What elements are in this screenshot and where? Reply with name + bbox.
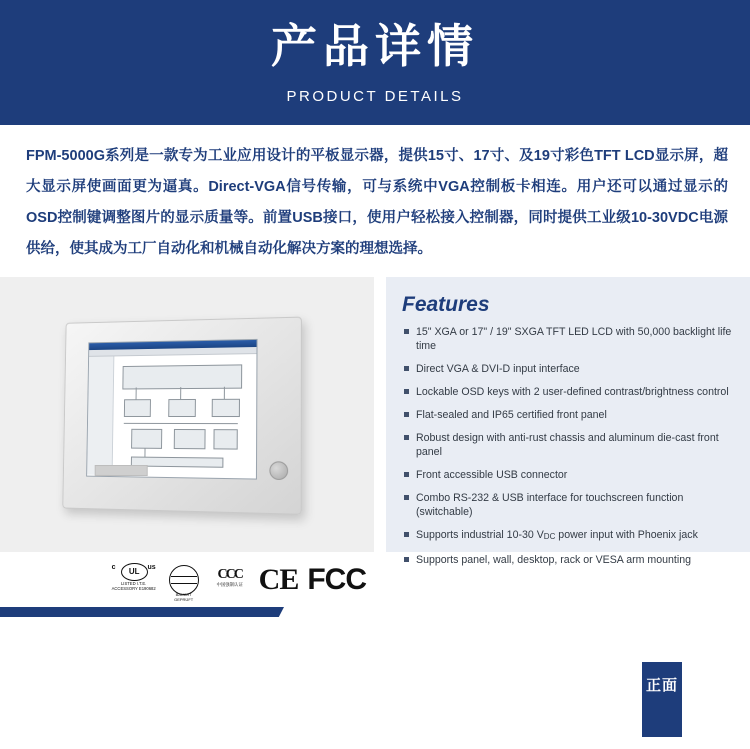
feature-item-text: Supports industrial 10-30 VDC power input with Phoenix jack — [416, 529, 698, 541]
screen-body — [87, 354, 256, 477]
feature-item: Robust design with anti-rust chassis and aluminum die-cast front panel — [404, 431, 740, 468]
product-photo — [0, 277, 374, 552]
feature-item: Front accessible USB connector — [404, 468, 740, 491]
feature-item: Direct VGA & DVI-D input interface — [404, 362, 740, 385]
fcc-certification-icon: FCC — [307, 562, 366, 596]
tuv-caption: BAUART GEPRÜFT — [174, 591, 194, 602]
screen-sidebar — [87, 356, 114, 475]
features-list — [386, 325, 750, 576]
feature-item: Supports panel, wall, desktop, rack or VESA arm mounting — [404, 553, 740, 576]
view-tab-front[interactable]: 正面 — [642, 662, 682, 737]
monitor-stand — [95, 465, 148, 476]
monitor-power-knob — [269, 461, 288, 480]
screen-diagram — [116, 360, 253, 470]
ul-c-label: c — [111, 563, 116, 571]
features-title: Features — [402, 293, 490, 316]
product-description: FPM-5000G系列是一款专为工业应用设计的平板显示器，提供15寸、17寸、及19寸彩色TFT LCD显示屏，超大显示屏使画面更为逼真。Direct-VGA信号传输，可与系统中VGA控制板卡相连。用户还可以通过显示的OSD控制键调整图片的显示质量等。前置USB接口，使用户轻松接入控制器，同时提供工业级10-30VDC电源供给，使其成为工厂自动化和机械自动化解决方案的理想选择。 — [26, 148, 728, 257]
page-subtitle: PRODUCT DETAILS — [286, 88, 464, 105]
feature-item: Flat-sealed and IP65 certified front panel — [404, 408, 740, 431]
tuv-certification-icon — [167, 563, 201, 602]
page-header — [0, 0, 750, 125]
product-overview-section — [0, 277, 750, 607]
monitor-screen — [86, 339, 257, 480]
feature-item: 15" XGA or 17" / 19" SXGA TFT LED LCD with 50,000 backlight life time — [404, 325, 740, 362]
ul-us-label: us — [147, 563, 156, 571]
ccc-caption: 中国强制认证 — [216, 581, 243, 587]
ul-certification-icon — [110, 563, 158, 597]
features-pane — [386, 277, 750, 566]
ccc-mark-label: CCC — [217, 566, 242, 582]
feature-item: Combo RS-232 & USB interface for touchscreen function (switchable) — [404, 491, 740, 528]
monitor-illustration — [62, 317, 302, 515]
ul-caption: LISTED I.T.E. ACCESSORY E190682 — [111, 580, 156, 591]
page-title: 产品详情 — [271, 20, 479, 72]
tuv-bar — [171, 576, 197, 584]
ccc-certification-icon — [210, 565, 250, 595]
feature-item — [404, 528, 740, 553]
ce-certification-icon: CE — [258, 562, 299, 596]
certification-logos — [0, 552, 374, 607]
feature-item: Lockable OSD keys with 2 user-defined contrast/brightness control — [404, 385, 740, 408]
ul-mark-label: UL — [121, 563, 148, 581]
gallery-area — [0, 617, 750, 749]
